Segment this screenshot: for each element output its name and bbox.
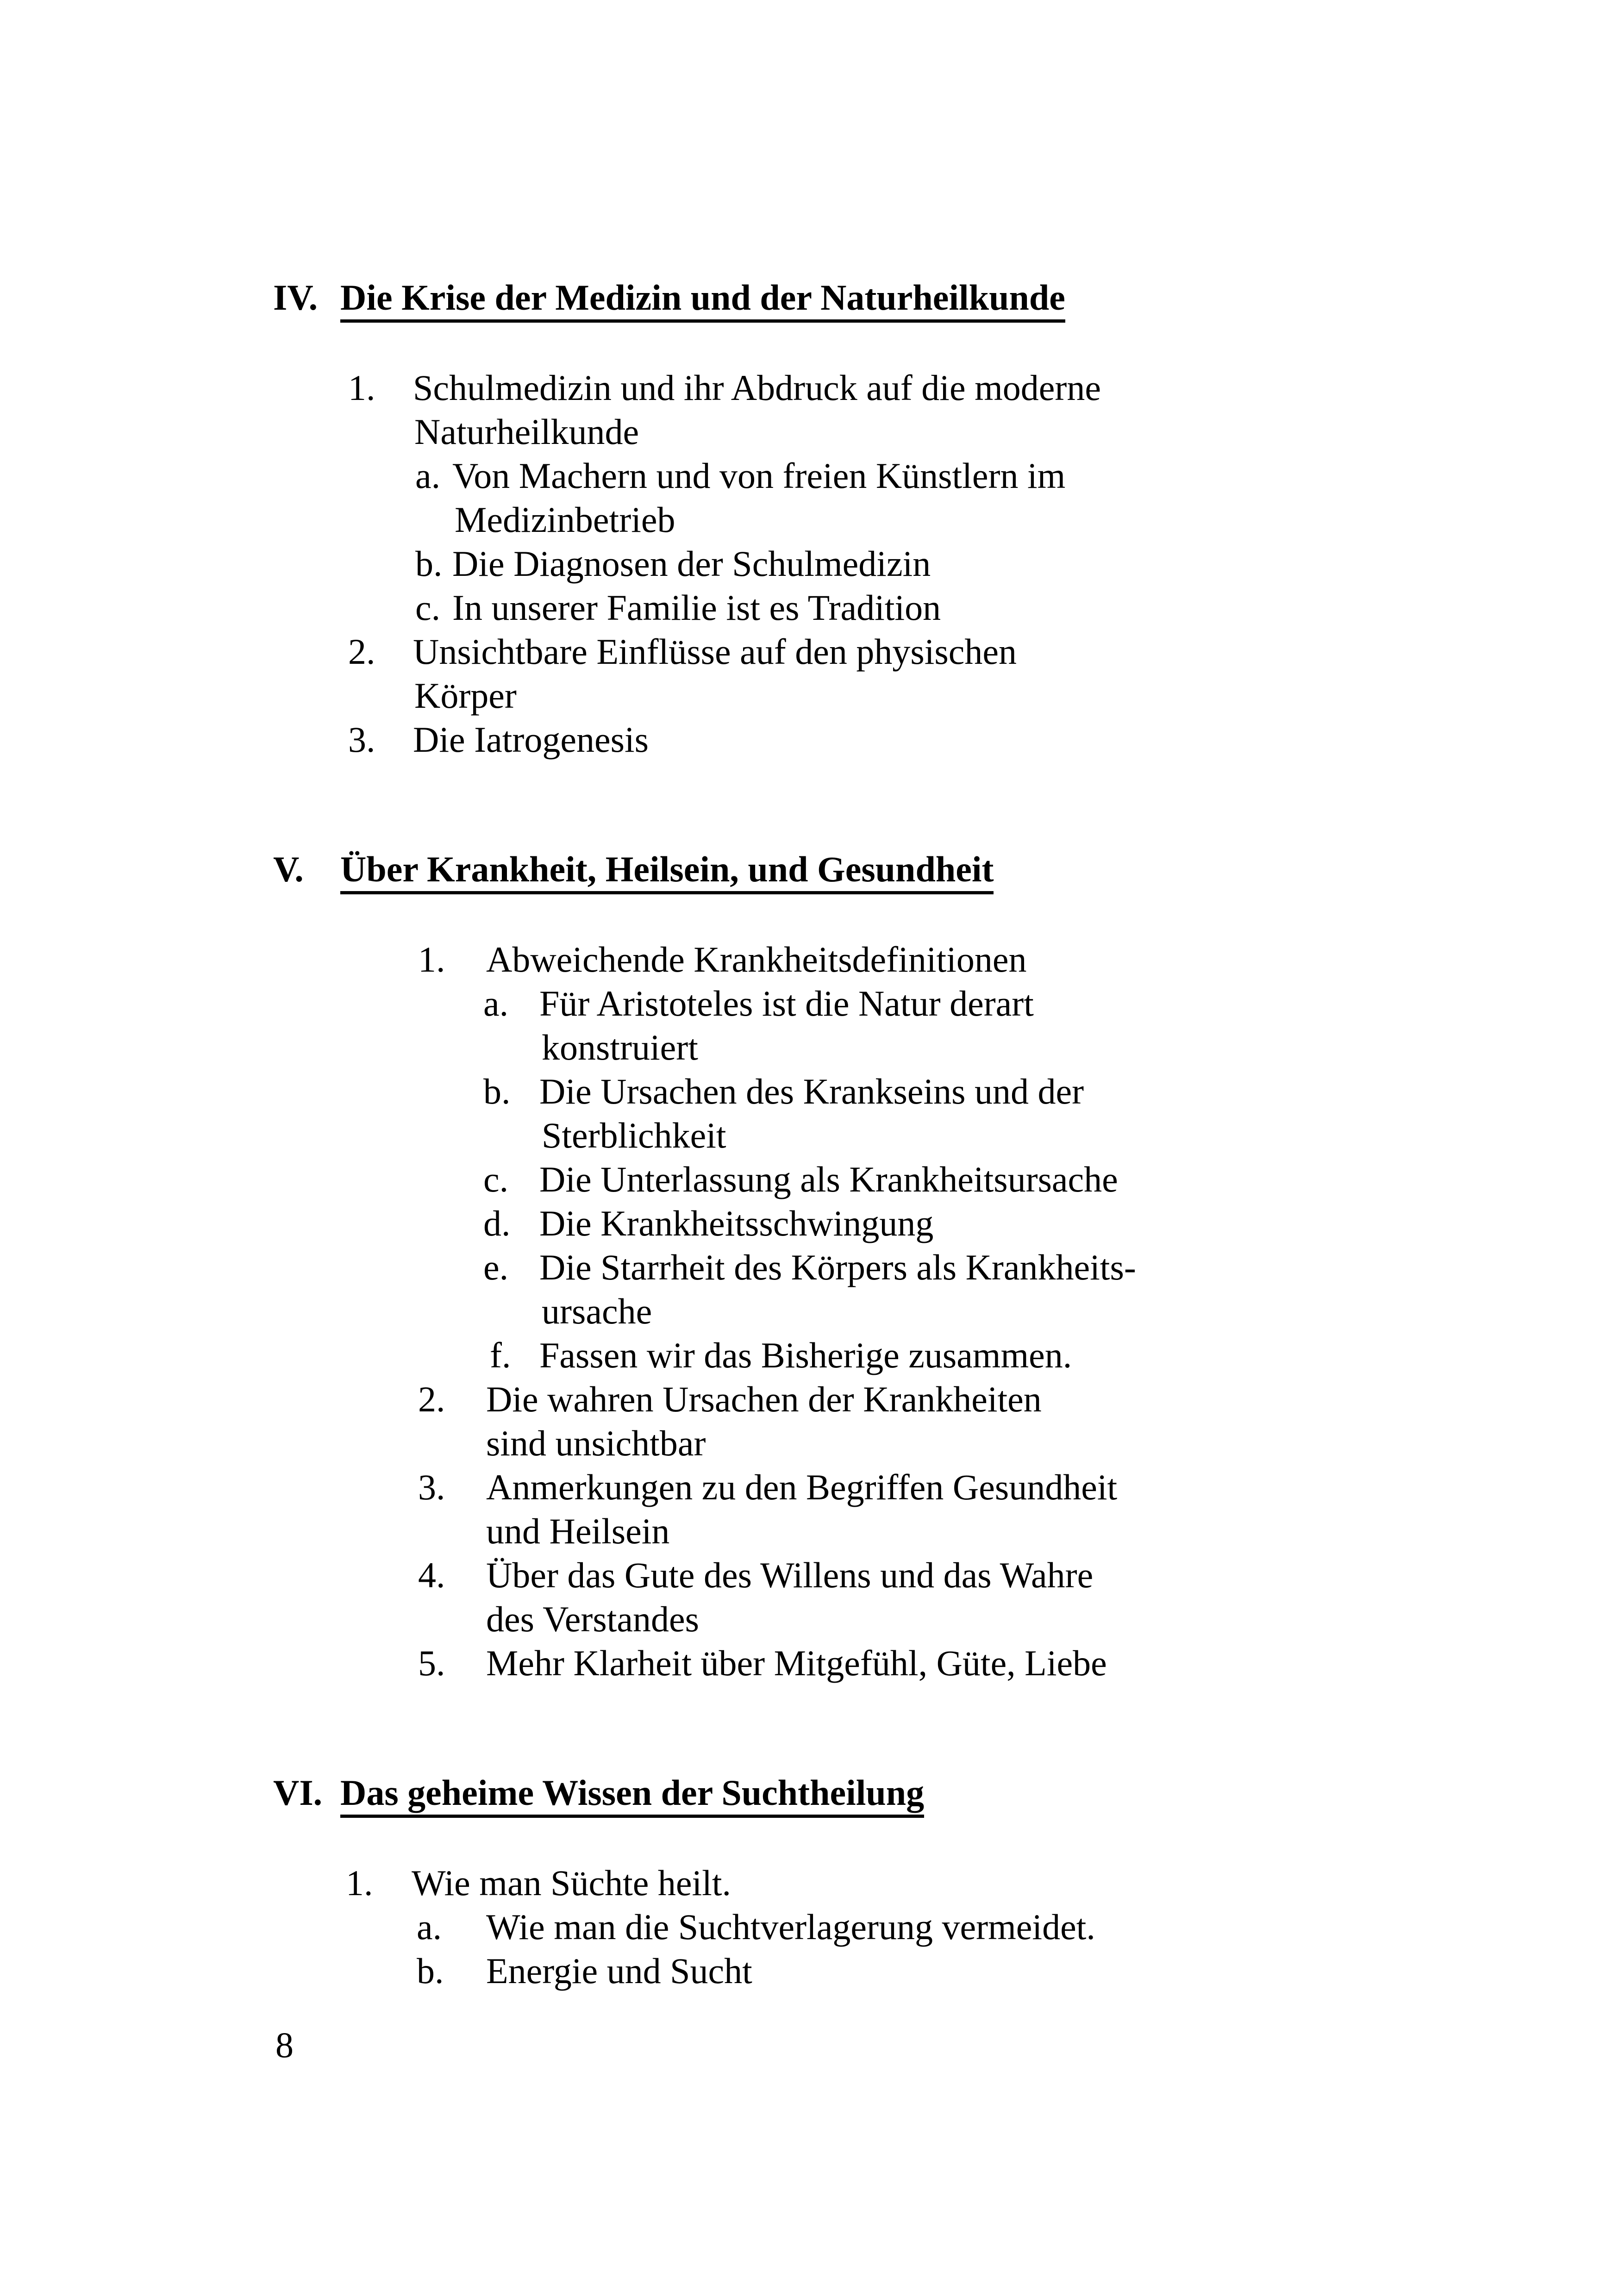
toc-line: [0, 1025, 1619, 1069]
list-marker: 2.: [418, 1379, 445, 1419]
list-marker: c.: [483, 1159, 509, 1199]
toc-line: [0, 498, 1619, 542]
section-numeral: IV.: [273, 277, 318, 318]
section-title: Die Krise der Medizin und der Naturheilkunde: [340, 277, 1065, 323]
section-heading: [0, 847, 1619, 891]
toc-line: [0, 454, 1619, 498]
toc-line: [0, 410, 1619, 454]
toc-line-text: Medizinbetrieb: [455, 499, 675, 540]
toc-line-text: Die Diagnosen der Schulmedizin: [452, 543, 931, 584]
toc-line: [0, 1905, 1619, 1949]
toc-line-text: Wie man Süchte heilt.: [412, 1863, 731, 1903]
list-marker: d.: [483, 1203, 511, 1243]
list-marker: e.: [483, 1247, 509, 1287]
toc-line-text: ursache: [542, 1291, 652, 1331]
toc-line-text: Unsichtbare Einflüsse auf den physischen: [413, 631, 1017, 672]
toc-line: [0, 674, 1619, 718]
toc-line: [0, 718, 1619, 761]
toc-line: [0, 937, 1619, 981]
toc-line: [0, 1597, 1619, 1641]
toc-line: [0, 1245, 1619, 1289]
toc-line-text: In unserer Familie ist es Tradition: [452, 587, 941, 628]
section-v: [0, 847, 1619, 1685]
toc-line: [0, 1113, 1619, 1157]
toc-line: [0, 1861, 1619, 1905]
toc-line: [0, 1289, 1619, 1333]
toc-line-text: Für Aristoteles ist die Natur derart: [539, 983, 1034, 1023]
section-title: Das geheime Wissen der Suchtheilung: [340, 1772, 924, 1818]
toc-line-text: und Heilsein: [486, 1511, 670, 1551]
list-marker: a.: [483, 983, 509, 1023]
toc-line: [0, 1553, 1619, 1597]
list-marker: 4.: [418, 1555, 445, 1595]
toc-line: [0, 586, 1619, 630]
list-marker: f.: [490, 1335, 511, 1375]
list-marker: b.: [483, 1071, 511, 1111]
toc-line-text: Die Ursachen des Krankseins und der: [539, 1071, 1084, 1111]
toc-line-text: Fassen wir das Bisherige zusammen.: [539, 1335, 1072, 1375]
list-marker: 3.: [418, 1467, 445, 1507]
toc-line-text: Schulmedizin und ihr Abdruck auf die moderne: [413, 368, 1101, 408]
toc-line-text: Sterblichkeit: [542, 1115, 726, 1155]
list-marker: b.: [415, 543, 443, 584]
list-marker: 1.: [348, 368, 375, 408]
page-number: 8: [275, 2025, 294, 2065]
list-marker: 3.: [348, 719, 375, 760]
toc-line-text: Anmerkungen zu den Begriffen Gesundheit: [486, 1467, 1118, 1507]
toc-line-text: konstruiert: [542, 1027, 698, 1067]
toc-line-text: Die Unterlassung als Krankheitsursache: [539, 1159, 1118, 1199]
toc-line: [0, 1377, 1619, 1421]
section-numeral: V.: [273, 849, 304, 889]
toc-line-text: sind unsichtbar: [486, 1423, 706, 1463]
toc-line-text: Energie und Sucht: [486, 1951, 752, 1991]
list-marker: c.: [415, 587, 441, 628]
toc-line-text: Abweichende Krankheitsdefinitionen: [486, 939, 1027, 980]
toc-line-text: Körper: [414, 675, 517, 716]
toc-line-text: des Verstandes: [486, 1599, 699, 1639]
toc-line: [0, 1201, 1619, 1245]
toc-line: [0, 1333, 1619, 1377]
toc-line: [0, 1641, 1619, 1685]
section-iv: [0, 275, 1619, 761]
list-marker: 1.: [346, 1863, 373, 1903]
list-marker: 1.: [418, 939, 445, 980]
list-marker: 2.: [348, 631, 375, 672]
toc-list: [0, 937, 1619, 1685]
toc-line: [0, 366, 1619, 410]
toc-line-text: Von Machern und von freien Künstlern im: [452, 455, 1066, 496]
toc-line: [0, 1157, 1619, 1201]
toc-line-text: Wie man die Suchtverlagerung vermeidet.: [486, 1907, 1095, 1947]
toc-line: [0, 1069, 1619, 1113]
toc-list: [0, 366, 1619, 761]
toc-line: [0, 981, 1619, 1025]
toc-line: [0, 630, 1619, 674]
section-vi: [0, 1771, 1619, 1993]
list-marker: b.: [417, 1951, 444, 1991]
toc-line: [0, 1465, 1619, 1509]
toc-list: [0, 1861, 1619, 1993]
list-marker: a.: [415, 455, 441, 496]
toc-line-text: Die Krankheitsschwingung: [539, 1203, 934, 1243]
toc-line: [0, 1509, 1619, 1553]
toc-line-text: Über das Gute des Willens und das Wahre: [486, 1555, 1094, 1595]
toc-line: [0, 1949, 1619, 1993]
section-title: Über Krankheit, Heilsein, und Gesundheit: [340, 849, 994, 894]
toc-line-text: Mehr Klarheit über Mitgefühl, Güte, Liebe: [486, 1643, 1107, 1683]
section-heading: [0, 275, 1619, 319]
toc-line: [0, 542, 1619, 586]
section-heading: [0, 1771, 1619, 1815]
toc-line: [0, 1421, 1619, 1465]
toc-line-text: Naturheilkunde: [414, 412, 639, 452]
toc-line-text: Die wahren Ursachen der Krankheiten: [486, 1379, 1042, 1419]
toc-line-text: Die Iatrogenesis: [413, 719, 649, 760]
list-marker: 5.: [418, 1643, 445, 1683]
toc-line-text: Die Starrheit des Körpers als Krankheits-: [539, 1247, 1136, 1287]
section-numeral: VI.: [273, 1772, 323, 1813]
list-marker: a.: [417, 1907, 442, 1947]
